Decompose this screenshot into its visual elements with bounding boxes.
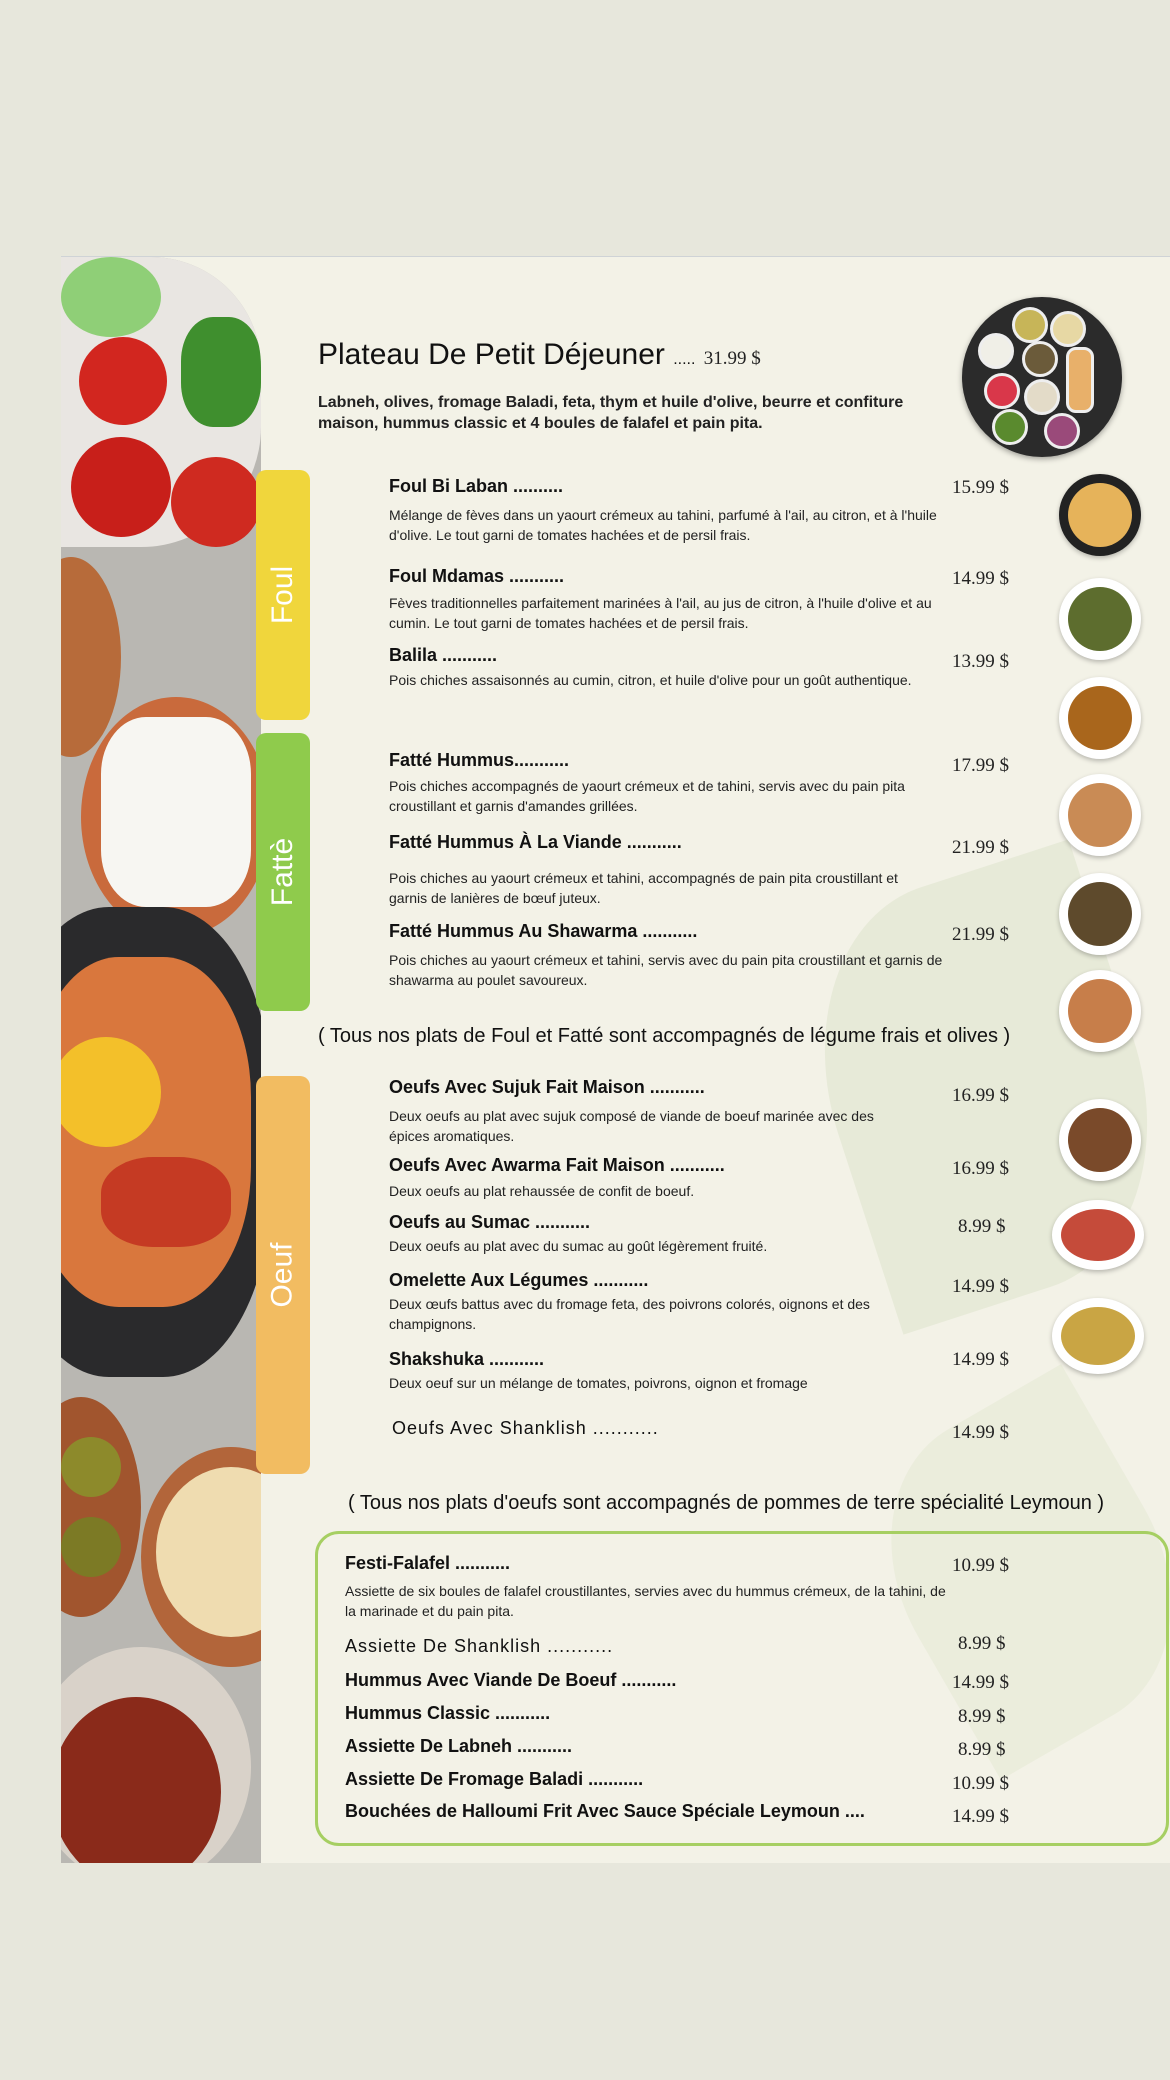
menu-item-name: Oeufs au Sumac ........... xyxy=(389,1212,591,1232)
menu-item-name: Hummus Avec Viande De Boeuf ........... xyxy=(345,1670,677,1690)
menu-item-price: 10.99 $ xyxy=(952,1773,1009,1794)
menu-item-name: Fatté Hummus À La Viande ........... xyxy=(389,832,682,852)
menu-item-description: Mélange de fèves dans un yaourt crémeux au tahini, parfumé à l'ail, au citron, et à l'huile d'olive. Le tout garni de tomates hachées et de persil frais. xyxy=(389,507,937,543)
menu-item-name: Foul Bi Laban .......... xyxy=(389,476,564,496)
dish-photo xyxy=(1059,677,1141,759)
menu-item-name: Omelette Aux Légumes ........... xyxy=(389,1270,649,1290)
menu-item-name: Shakshuka ........... xyxy=(389,1349,545,1369)
menu-item-name: Assiette De Labneh ........... xyxy=(345,1736,573,1756)
plateau-description: Labneh, olives, fromage Baladi, feta, thym et huile d'olive, beurre et confiture maison, hummus classic et 4 boules de falafel et pain pita. xyxy=(318,394,904,432)
dish-photo xyxy=(1059,474,1141,556)
plateau-title: Plateau De Petit Déjeuner ..... 31.99 $ xyxy=(318,338,761,371)
menu-item-name: Bouchées de Halloumi Frit Avec Sauce Spéciale Leymoun .... xyxy=(345,1801,865,1821)
menu-item-price: 8.99 $ xyxy=(958,1633,1006,1654)
menu-item-name: Foul Mdamas ........... xyxy=(389,566,565,586)
menu-item-price: 14.99 $ xyxy=(952,1422,1009,1443)
menu-item-name: Oeufs Avec Sujuk Fait Maison ........... xyxy=(389,1077,705,1097)
menu-item-description: Pois chiches assaisonnés au cumin, citron, et huile d'olive pour un goût authentique. xyxy=(389,672,912,688)
dish-photo xyxy=(1059,774,1141,856)
menu-item-price: 8.99 $ xyxy=(958,1216,1006,1237)
note-oeuf: ( Tous nos plats d'oeufs sont accompagnés de pommes de terre spécialité Leymoun ) xyxy=(348,1492,1105,1514)
menu-item-price: 16.99 $ xyxy=(952,1158,1009,1179)
menu-item-description: Assiette de six boules de falafel croustillantes, servies avec du hummus crémeux, de la tahini, de la marinade et du pain pita. xyxy=(345,1583,946,1619)
menu-item-description: Deux oeuf sur un mélange de tomates, poivrons, oignon et fromage xyxy=(389,1375,808,1391)
category-bar-oeuf: Oeuf xyxy=(256,1076,310,1474)
menu-item-price: 14.99 $ xyxy=(952,1276,1009,1297)
category-bar-fatte: Fattè xyxy=(256,733,310,1011)
food-photo-strip xyxy=(61,257,261,1863)
menu-item-price: 10.99 $ xyxy=(952,1555,1009,1576)
menu-item-price: 21.99 $ xyxy=(952,924,1009,945)
menu-item-price: 8.99 $ xyxy=(958,1706,1006,1727)
menu-item-name: Fatté Hummus Au Shawarma ........... xyxy=(389,921,698,941)
menu-item-price: 21.99 $ xyxy=(952,837,1009,858)
menu-item-price: 14.99 $ xyxy=(952,1349,1009,1370)
menu-item-price: 14.99 $ xyxy=(952,1806,1009,1827)
menu-item-description: Pois chiches accompagnés de yaourt crémeux et de tahini, servis avec du pain pita croustillant et garnis d'amandes grillées. xyxy=(389,778,905,814)
menu-item-description: Deux oeufs au plat rehaussée de confit de boeuf. xyxy=(389,1183,695,1199)
menu-item-price: 13.99 $ xyxy=(952,651,1009,672)
menu-item-name: Assiette De Shanklish ........... xyxy=(345,1636,614,1656)
menu-item-name: Oeufs Avec Awarma Fait Maison ........... xyxy=(389,1155,725,1175)
menu-item-name: Oeufs Avec Shanklish ........... xyxy=(392,1418,659,1438)
menu-item-name: Hummus Classic ........... xyxy=(345,1703,551,1723)
note-foul-fatte: ( Tous nos plats de Foul et Fatté sont accompagnés de légume frais et olives ) xyxy=(318,1025,1011,1047)
menu-item-description: Fèves traditionnelles parfaitement marinées à l'ail, au jus de citron, à l'huile d'olive et au cumin. Le tout garni de tomates hachées et de persil frais. xyxy=(389,595,932,631)
dish-photo xyxy=(1059,873,1141,955)
dish-photo xyxy=(1052,1298,1144,1374)
menu-item-name: Festi-Falafel ........... xyxy=(345,1553,511,1573)
menu-item-description: Deux oeufs au plat avec du sumac au goût légèrement fruité. xyxy=(389,1238,768,1254)
menu-item-name: Fatté Hummus........... xyxy=(389,750,570,770)
menu-item-price: 15.99 $ xyxy=(952,477,1009,498)
menu-item-description: Deux œufs battus avec du fromage feta, des poivrons colorés, oignons et des champignons. xyxy=(389,1296,870,1332)
menu-item-price: 8.99 $ xyxy=(958,1739,1006,1760)
menu-item-description: Deux oeufs au plat avec sujuk composé de viande de boeuf marinée avec des épices aromatiques. xyxy=(389,1108,874,1144)
category-bar-foul: Foul xyxy=(256,470,310,720)
menu-item-description: Pois chiches au yaourt crémeux et tahini, servis avec du pain pita croustillant et garnis de shawarma au poulet savoureux. xyxy=(389,952,943,988)
menu-item-price: 17.99 $ xyxy=(952,755,1009,776)
dish-photo xyxy=(1059,970,1141,1052)
menu-item-price: 14.99 $ xyxy=(952,568,1009,589)
dish-photo xyxy=(1059,578,1141,660)
menu-item-name: Balila ........... xyxy=(389,645,498,665)
menu-item-description: Pois chiches au yaourt crémeux et tahini, accompagnés de pain pita croustillant et garnis de lanières de bœuf juteux. xyxy=(389,870,898,906)
dish-photo xyxy=(1059,1099,1141,1181)
plateau-price: 31.99 $ xyxy=(703,348,761,369)
menu-item-price: 16.99 $ xyxy=(952,1085,1009,1106)
platter-photo xyxy=(962,297,1122,457)
menu-item-name: Assiette De Fromage Baladi ........... xyxy=(345,1769,644,1789)
dish-photo xyxy=(1052,1200,1144,1270)
menu-item-price: 14.99 $ xyxy=(952,1672,1009,1693)
